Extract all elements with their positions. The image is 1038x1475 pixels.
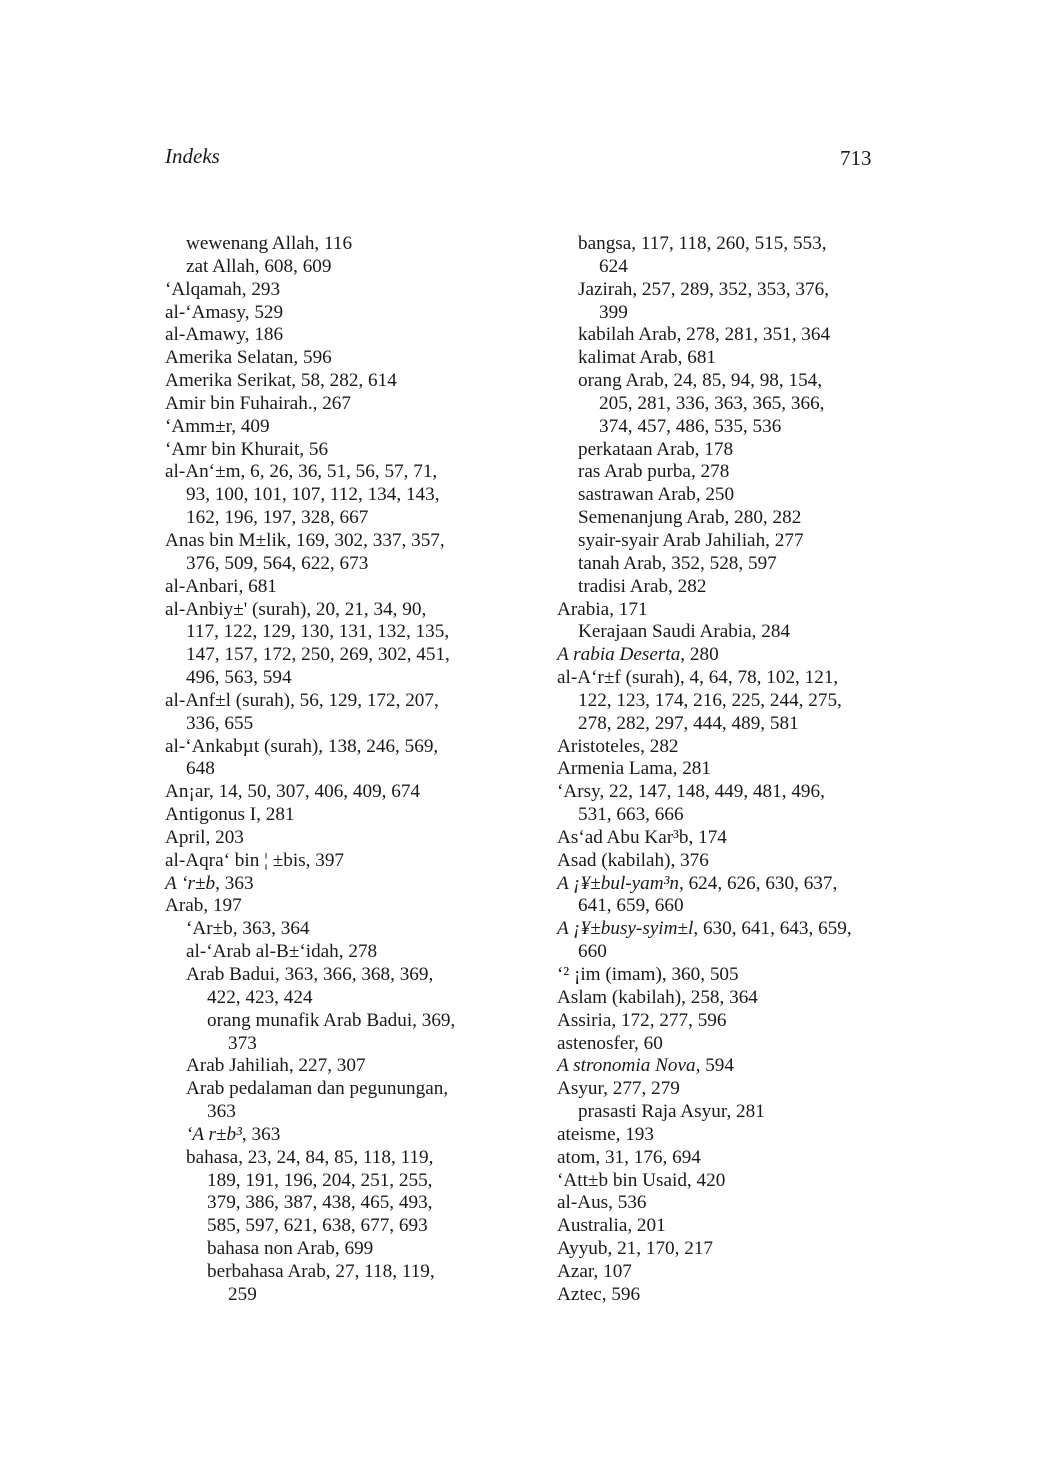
index-entry bbox=[557, 1238, 897, 1261]
index-entry bbox=[557, 1101, 897, 1124]
index-entry-continuation: 93, 100, 101, 107, 112, 134, 143, bbox=[186, 484, 440, 506]
index-entry bbox=[557, 1033, 897, 1056]
index-entry-line: perkataan Arab, 178 bbox=[578, 438, 734, 460]
index-entry bbox=[557, 507, 897, 530]
index-entry-line: Arab, 197 bbox=[165, 895, 242, 917]
index-entry bbox=[165, 233, 505, 256]
index-entry-line: wewenang Allah, 116 bbox=[186, 233, 353, 254]
index-entry bbox=[557, 644, 897, 667]
index-entry bbox=[557, 1124, 897, 1147]
index-entry-line: Australia, 201 bbox=[557, 1215, 666, 1237]
index-entry-line: orang munafik Arab Badui, 369, bbox=[207, 1009, 456, 1031]
index-entry bbox=[557, 736, 897, 759]
index-entry bbox=[165, 1010, 505, 1056]
index-entry-continuation: 278, 282, 297, 444, 489, 581 bbox=[578, 712, 799, 734]
index-entry-italic-term: A ¡¥±busy-syim±l bbox=[557, 918, 694, 940]
index-entry-line: Arabia, 171 bbox=[557, 598, 648, 620]
index-entry-line: ‘² ¡im (imam), 360, 505 bbox=[557, 964, 739, 985]
index-entry-italic-term: ‘A r±b³ bbox=[186, 1123, 242, 1145]
index-entry bbox=[557, 987, 897, 1010]
index-entry bbox=[557, 964, 897, 987]
index-entry-line: kalimat Arab, 681 bbox=[578, 347, 717, 369]
index-entry bbox=[557, 667, 897, 736]
index-entry bbox=[165, 1238, 505, 1261]
index-entry-line: ateisme, 193 bbox=[557, 1123, 654, 1145]
index-entry-continuation: 189, 191, 196, 204, 251, 255, bbox=[207, 1169, 433, 1191]
index-entry-continuation: 117, 122, 129, 130, 131, 132, 135, bbox=[186, 621, 450, 643]
index-entry bbox=[165, 1261, 505, 1307]
index-entry-line: Jazirah, 257, 289, 352, 353, 376, bbox=[578, 278, 830, 300]
index-entry-line: Azar, 107 bbox=[557, 1260, 632, 1282]
index-entry-line: al-Aqra‘ bin ¦ ±bis, 397 bbox=[165, 849, 345, 871]
index-entry bbox=[165, 599, 505, 690]
index-entry-line: al-‘Amasy, 529 bbox=[165, 301, 284, 323]
page-number: 713 bbox=[840, 146, 872, 170]
index-entry-continuation: 641, 659, 660 bbox=[578, 895, 684, 917]
index-entry-line: syair-syair Arab Jahiliah, 277 bbox=[578, 529, 804, 551]
index-entry bbox=[165, 279, 505, 302]
index-entry-line: An¡ar, 14, 50, 307, 406, 409, 674 bbox=[165, 781, 421, 803]
index-entry-line: Anas bin M±lik, 169, 302, 337, 357, bbox=[165, 529, 445, 551]
index-entry-line: Semenanjung Arab, 280, 282 bbox=[578, 507, 802, 529]
index-entry-line: atom, 31, 176, 694 bbox=[557, 1146, 701, 1168]
index-entry-line: Aslam (kabilah), 258, 364 bbox=[557, 986, 758, 1008]
index-entry-line: tanah Arab, 352, 528, 597 bbox=[578, 552, 777, 574]
index-entry-line: ‘Arsy, 22, 147, 148, 449, 481, 496, bbox=[557, 781, 825, 803]
index-entry bbox=[557, 758, 897, 781]
index-entry bbox=[165, 324, 505, 347]
index-entry-line: Ayyub, 21, 170, 217 bbox=[557, 1238, 714, 1260]
index-entry bbox=[165, 964, 505, 1010]
index-entry-line: A ¡¥±busy-syim±l, 630, 641, 643, 659, bbox=[557, 918, 852, 940]
index-entry-italic-term: A ¡¥±bul-yam³n bbox=[557, 872, 679, 894]
index-entry-line: al-‘Arab al-B±‘idah, 278 bbox=[186, 941, 378, 963]
index-entry-line: ‘Att±b bin Usaid, 420 bbox=[557, 1169, 726, 1191]
index-entry-continuation: 624 bbox=[599, 255, 628, 277]
index-entry bbox=[165, 827, 505, 850]
index-entry-continuation: 531, 663, 666 bbox=[578, 804, 684, 826]
index-entry-italic-term: A rabia Deserta bbox=[557, 644, 681, 666]
index-entry-line: bangsa, 117, 118, 260, 515, 553, bbox=[578, 233, 827, 254]
index-entry bbox=[557, 1078, 897, 1101]
index-entry-line: Aristoteles, 282 bbox=[557, 735, 679, 757]
index-entry bbox=[557, 1192, 897, 1215]
index-entry-line: Asyur, 277, 279 bbox=[557, 1078, 680, 1100]
index-entry-line: Aztec, 596 bbox=[557, 1283, 641, 1305]
index-entry bbox=[165, 393, 505, 416]
index-entry-continuation: 373 bbox=[228, 1032, 257, 1054]
index-entry bbox=[165, 918, 505, 941]
index-entry bbox=[557, 1284, 897, 1307]
index-entry-line: Kerajaan Saudi Arabia, 284 bbox=[578, 621, 791, 643]
index-entry bbox=[557, 1170, 897, 1193]
index-entry-line: Armenia Lama, 281 bbox=[557, 758, 711, 780]
index-entry bbox=[165, 941, 505, 964]
index-entry bbox=[165, 1055, 505, 1078]
index-entry-line: kabilah Arab, 278, 281, 351, 364 bbox=[578, 324, 831, 346]
index-entry-continuation: 122, 123, 174, 216, 225, 244, 275, bbox=[578, 689, 842, 711]
index-entry bbox=[557, 873, 897, 919]
index-entry bbox=[557, 621, 897, 644]
index-entry bbox=[165, 736, 505, 782]
index-entry bbox=[165, 416, 505, 439]
index-entry-line: berbahasa Arab, 27, 118, 119, bbox=[207, 1260, 435, 1282]
index-entry bbox=[557, 324, 897, 347]
index-entry-line: bahasa, 23, 24, 84, 85, 118, 119, bbox=[186, 1146, 434, 1168]
index-entry bbox=[557, 370, 897, 439]
index-entry-line: al-Anbari, 681 bbox=[165, 575, 277, 597]
index-entry-line: Arab Badui, 363, 366, 368, 369, bbox=[186, 964, 434, 985]
index-entry-continuation: 585, 597, 621, 638, 677, 693 bbox=[207, 1215, 428, 1237]
index-entry bbox=[165, 461, 505, 530]
index-entry-line: al-Aus, 536 bbox=[557, 1192, 647, 1214]
index-column-right bbox=[557, 233, 897, 1307]
index-entry-line: orang Arab, 24, 85, 94, 98, 154, bbox=[578, 370, 823, 392]
index-entry bbox=[557, 599, 897, 622]
index-entry-continuation: 336, 655 bbox=[186, 712, 254, 734]
index-entry bbox=[165, 895, 505, 918]
index-entry-line: Arab Jahiliah, 227, 307 bbox=[186, 1055, 366, 1077]
index-entry-continuation: 162, 196, 197, 328, 667 bbox=[186, 507, 369, 529]
index-entry bbox=[557, 850, 897, 873]
index-entry bbox=[557, 347, 897, 370]
index-entry-line: al-An‘±m, 6, 26, 36, 51, 56, 57, 71, bbox=[165, 461, 438, 483]
index-entry bbox=[557, 530, 897, 553]
index-entry-line: al-Anbiy±' (surah), 20, 21, 34, 90, bbox=[165, 598, 427, 620]
index-entry-line: Assiria, 172, 277, 596 bbox=[557, 1009, 727, 1031]
index-entry bbox=[165, 1078, 505, 1124]
index-entry-line: al-Anf±l (surah), 56, 129, 172, 207, bbox=[165, 689, 439, 711]
index-entry bbox=[557, 1010, 897, 1033]
index-entry bbox=[165, 370, 505, 393]
index-entry bbox=[165, 873, 505, 896]
index-entry bbox=[557, 553, 897, 576]
index-entry bbox=[557, 1055, 897, 1078]
index-entry-line: Asad (kabilah), 376 bbox=[557, 849, 709, 871]
index-entry bbox=[165, 690, 505, 736]
index-entry bbox=[557, 439, 897, 462]
index-entry-italic-term: A stronomia Nova bbox=[557, 1055, 696, 1077]
index-entry-line: bahasa non Arab, 699 bbox=[207, 1238, 374, 1260]
index-entry-line: As‘ad Abu Kar³b, 174 bbox=[557, 826, 727, 848]
index-entry-line: prasasti Raja Asyur, 281 bbox=[578, 1101, 765, 1123]
index-entry bbox=[165, 439, 505, 462]
index-entry-continuation: 496, 563, 594 bbox=[186, 667, 292, 689]
index-entry-continuation: 379, 386, 387, 438, 465, 493, bbox=[207, 1192, 433, 1214]
index-entry-line: Amir bin Fuhairah., 267 bbox=[165, 392, 351, 414]
index-entry bbox=[165, 1147, 505, 1238]
index-entry bbox=[557, 1261, 897, 1284]
index-entry-line: Arab pedalaman dan pegunungan, bbox=[186, 1078, 449, 1100]
index-entry bbox=[557, 484, 897, 507]
index-entry-continuation: 422, 423, 424 bbox=[207, 986, 313, 1008]
index-entry-continuation: 205, 281, 336, 363, 365, 366, bbox=[599, 392, 825, 414]
index-entry bbox=[165, 576, 505, 599]
index-entry-line: April, 203 bbox=[165, 826, 244, 848]
index-entry bbox=[557, 279, 897, 325]
index-entry-line: Antigonus I, 281 bbox=[165, 804, 295, 826]
index-entry-continuation: 147, 157, 172, 250, 269, 302, 451, bbox=[186, 644, 450, 666]
index-entry bbox=[557, 461, 897, 484]
index-entry-continuation: 376, 509, 564, 622, 673 bbox=[186, 552, 369, 574]
index-entry-line: ‘Amm±r, 409 bbox=[165, 415, 270, 437]
index-entry-line: al-Amawy, 186 bbox=[165, 324, 284, 346]
index-entry bbox=[557, 827, 897, 850]
index-entry bbox=[165, 347, 505, 370]
index-entry-line: Amerika Selatan, 596 bbox=[165, 347, 332, 369]
index-entry bbox=[165, 302, 505, 325]
index-entry-line: A ‘r±b, 363 bbox=[165, 872, 254, 894]
index-entry-line: Amerika Serikat, 58, 282, 614 bbox=[165, 370, 397, 392]
index-entry-line: ‘Ar±b, 363, 364 bbox=[186, 918, 310, 940]
index-entry bbox=[557, 918, 897, 964]
index-entry bbox=[557, 781, 897, 827]
index-entry-line: A rabia Deserta, 280 bbox=[557, 644, 719, 666]
index-entry bbox=[165, 530, 505, 576]
index-entry-line: tradisi Arab, 282 bbox=[578, 575, 707, 597]
index-entry-line: A stronomia Nova, 594 bbox=[557, 1055, 734, 1077]
index-entry-line: ras Arab purba, 278 bbox=[578, 461, 730, 483]
index-entry-continuation: 660 bbox=[578, 941, 607, 963]
index-entry bbox=[165, 781, 505, 804]
index-entry-line: ‘Alqamah, 293 bbox=[165, 278, 281, 300]
index-entry bbox=[557, 576, 897, 599]
index-entry-line: A ¡¥±bul-yam³n, 624, 626, 630, 637, bbox=[557, 872, 838, 894]
index-entry-italic-term: A ‘r±b bbox=[165, 872, 216, 894]
index-entry-line: al-A‘r±f (surah), 4, 64, 78, 102, 121, bbox=[557, 667, 839, 689]
index-entry-line: sastrawan Arab, 250 bbox=[578, 484, 735, 506]
index-entry bbox=[165, 804, 505, 827]
index-entry bbox=[557, 1215, 897, 1238]
index-entry-line: astenosfer, 60 bbox=[557, 1032, 663, 1054]
index-entry-continuation: 363 bbox=[207, 1101, 236, 1123]
index-entry-line: ‘A r±b³, 363 bbox=[186, 1123, 281, 1145]
index-entry-line: ‘Amr bin Khurait, 56 bbox=[165, 438, 329, 460]
index-entry-line: zat Allah, 608, 609 bbox=[186, 255, 332, 277]
running-header-title: Indeks bbox=[165, 144, 220, 168]
index-entry-continuation: 259 bbox=[228, 1283, 257, 1305]
index-entry-continuation: 399 bbox=[599, 301, 628, 323]
index-entry bbox=[165, 850, 505, 873]
index-entry bbox=[557, 233, 897, 279]
index-entry-continuation: 374, 457, 486, 535, 536 bbox=[599, 415, 782, 437]
index-entry bbox=[557, 1147, 897, 1170]
index-entry bbox=[165, 1124, 505, 1147]
index-entry bbox=[165, 256, 505, 279]
index-entry-line: al-‘Ankabµt (surah), 138, 246, 569, bbox=[165, 735, 439, 757]
index-entry-continuation: 648 bbox=[186, 758, 215, 780]
index-column-left bbox=[165, 233, 505, 1307]
